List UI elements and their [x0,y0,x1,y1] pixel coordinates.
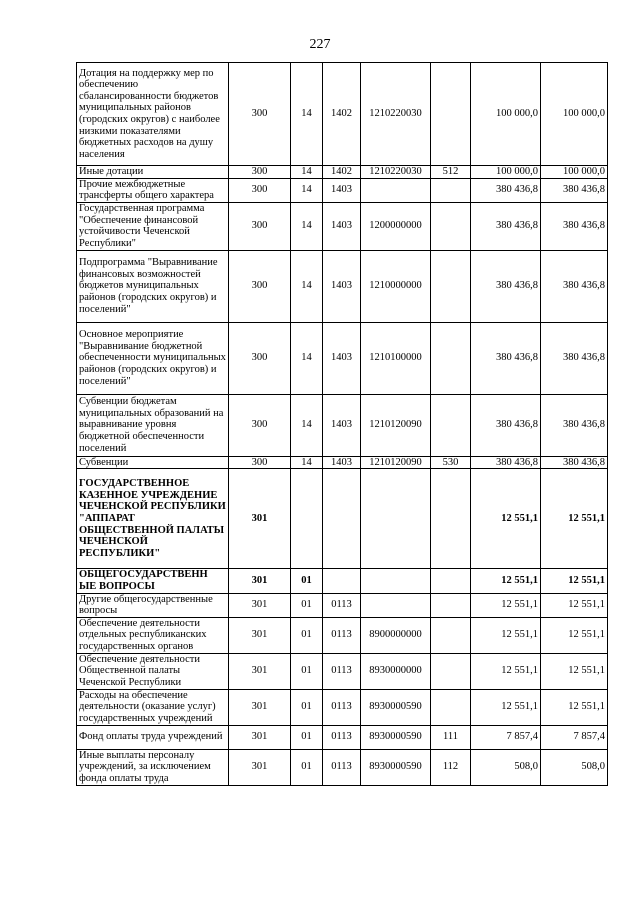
row-pr: 0113 [323,653,361,689]
row-rz: 01 [291,653,323,689]
table-row [77,394,608,456]
row-csr: 1200000000 [361,202,431,250]
row-sum-2: 12 551,1 [541,569,608,593]
table-row [77,653,608,689]
row-sum-2: 100 000,0 [541,166,608,179]
row-name: Дотация на поддержку мер по обеспечению сбалансированности бюджетов муниципальных районов (городских округов) с наиболее низкими показателями бюджетных расходов на душу населения [77,63,229,166]
row-ved: 301 [229,569,291,593]
row-pr [323,569,361,593]
row-name: Субвенции бюджетам муниципальных образований на выравнивание уровня бюджетной обеспеченности поселений [77,394,229,456]
row-csr: 8930000590 [361,725,431,749]
row-pr: 1402 [323,166,361,179]
row-ved: 301 [229,749,291,785]
row-csr: 1210220030 [361,63,431,166]
row-name: Государственная программа "Обеспечение финансовой устойчивости Чеченской Республики" [77,202,229,250]
row-rz: 14 [291,456,323,469]
row-pr: 1402 [323,63,361,166]
row-ved: 300 [229,250,291,322]
row-sum-1: 100 000,0 [471,63,541,166]
row-sum-1: 380 436,8 [471,178,541,202]
row-sum-2: 12 551,1 [541,689,608,725]
row-ved: 300 [229,202,291,250]
table-row [77,689,608,725]
row-sum-1: 380 436,8 [471,456,541,469]
row-vr [431,469,471,569]
table-row [77,469,608,569]
row-rz: 14 [291,322,323,394]
row-rz: 01 [291,725,323,749]
row-pr: 1403 [323,456,361,469]
table-row [77,322,608,394]
row-ved: 300 [229,63,291,166]
row-name: Основное мероприятие "Выравнивание бюджетной обеспеченности муниципальных районов (городских округов) и поселений" [77,322,229,394]
row-sum-2: 380 436,8 [541,394,608,456]
row-sum-1: 12 551,1 [471,617,541,653]
row-rz: 14 [291,250,323,322]
row-name: Расходы на обеспечение деятельности (оказание услуг) государственных учреждений [77,689,229,725]
row-pr: 0113 [323,725,361,749]
row-vr [431,617,471,653]
table-row [77,250,608,322]
row-sum-2: 508,0 [541,749,608,785]
row-vr [431,178,471,202]
row-sum-2: 380 436,8 [541,202,608,250]
row-ved: 300 [229,456,291,469]
row-sum-2: 12 551,1 [541,617,608,653]
row-ved: 301 [229,689,291,725]
row-sum-1: 7 857,4 [471,725,541,749]
row-csr: 1210120090 [361,456,431,469]
row-rz [291,469,323,569]
row-vr [431,689,471,725]
row-sum-1: 12 551,1 [471,689,541,725]
table-row [77,569,608,593]
row-vr: 530 [431,456,471,469]
row-rz: 14 [291,202,323,250]
row-ved: 301 [229,653,291,689]
row-sum-1: 508,0 [471,749,541,785]
row-name: Обеспечение деятельности отдельных республиканских государственных органов [77,617,229,653]
row-csr: 8930000590 [361,749,431,785]
row-sum-1: 100 000,0 [471,166,541,179]
row-ved: 301 [229,725,291,749]
row-name: Другие общегосударственные вопросы [77,593,229,617]
row-csr: 8900000000 [361,617,431,653]
row-sum-1: 12 551,1 [471,469,541,569]
table-row [77,202,608,250]
row-vr [431,322,471,394]
row-name: Субвенции [77,456,229,469]
row-sum-1: 380 436,8 [471,394,541,456]
row-ved: 300 [229,166,291,179]
row-name: Иные выплаты персоналу учреждений, за исключением фонда оплаты труда [77,749,229,785]
row-vr [431,202,471,250]
row-rz: 14 [291,63,323,166]
row-pr: 0113 [323,749,361,785]
row-sum-2: 100 000,0 [541,63,608,166]
row-rz: 01 [291,689,323,725]
row-name: ГОСУДАРСТВЕННОЕ КАЗЕННОЕ УЧРЕЖДЕНИЕ ЧЕЧЕНСКОЙ РЕСПУБЛИКИ "АППАРАТ ОБЩЕСТВЕННОЙ ПАЛАТЫ ЧЕЧЕНСКОЙ РЕСПУБЛИКИ" [77,469,229,569]
row-sum-2: 7 857,4 [541,725,608,749]
budget-table [76,62,608,786]
row-sum-1: 380 436,8 [471,202,541,250]
row-csr: 1210000000 [361,250,431,322]
row-csr [361,178,431,202]
row-pr: 0113 [323,593,361,617]
row-csr [361,569,431,593]
row-vr: 112 [431,749,471,785]
row-vr [431,569,471,593]
row-csr [361,593,431,617]
row-ved: 300 [229,322,291,394]
table-row [77,593,608,617]
row-name: Иные дотации [77,166,229,179]
table-row [77,63,608,166]
row-name: Прочие межбюджетные трансферты общего характера [77,178,229,202]
row-csr: 1210220030 [361,166,431,179]
table-row [77,749,608,785]
row-ved: 301 [229,469,291,569]
row-ved: 301 [229,593,291,617]
row-sum-2: 380 436,8 [541,250,608,322]
row-sum-2: 380 436,8 [541,178,608,202]
table-row [77,178,608,202]
row-sum-2: 12 551,1 [541,653,608,689]
row-name: ОБЩЕГОСУДАРСТВЕНН ЫЕ ВОПРОСЫ [77,569,229,593]
row-name: Фонд оплаты труда учреждений [77,725,229,749]
table-row [77,725,608,749]
row-csr: 1210120090 [361,394,431,456]
row-csr [361,469,431,569]
table-row [77,617,608,653]
row-rz: 01 [291,617,323,653]
row-vr [431,250,471,322]
row-rz: 01 [291,569,323,593]
row-csr: 1210100000 [361,322,431,394]
row-name: Обеспечение деятельности Общественной палаты Чеченской Республики [77,653,229,689]
row-pr: 0113 [323,617,361,653]
row-sum-1: 12 551,1 [471,653,541,689]
row-vr [431,593,471,617]
row-sum-1: 380 436,8 [471,250,541,322]
row-vr: 111 [431,725,471,749]
row-sum-1: 12 551,1 [471,569,541,593]
row-rz: 14 [291,166,323,179]
row-pr: 1403 [323,202,361,250]
row-vr [431,63,471,166]
row-sum-2: 12 551,1 [541,593,608,617]
row-sum-2: 12 551,1 [541,469,608,569]
row-ved: 300 [229,178,291,202]
row-csr: 8930000000 [361,653,431,689]
row-pr: 1403 [323,322,361,394]
row-vr [431,394,471,456]
row-pr: 1403 [323,250,361,322]
row-rz: 14 [291,394,323,456]
row-rz: 01 [291,593,323,617]
row-name: Подпрограмма "Выравнивание финансовых возможностей бюджетов муниципальных районов (городских округов) и поселений" [77,250,229,322]
row-sum-2: 380 436,8 [541,456,608,469]
row-vr [431,653,471,689]
row-pr: 0113 [323,689,361,725]
row-sum-1: 380 436,8 [471,322,541,394]
table-row [77,456,608,469]
row-sum-1: 12 551,1 [471,593,541,617]
table-body [77,63,608,786]
row-csr: 8930000590 [361,689,431,725]
table-row [77,166,608,179]
page-number: 227 [309,37,331,52]
row-pr: 1403 [323,394,361,456]
row-sum-2: 380 436,8 [541,322,608,394]
row-rz: 01 [291,749,323,785]
row-rz: 14 [291,178,323,202]
row-ved: 301 [229,617,291,653]
row-ved: 300 [229,394,291,456]
row-vr: 512 [431,166,471,179]
row-pr [323,469,361,569]
row-pr: 1403 [323,178,361,202]
